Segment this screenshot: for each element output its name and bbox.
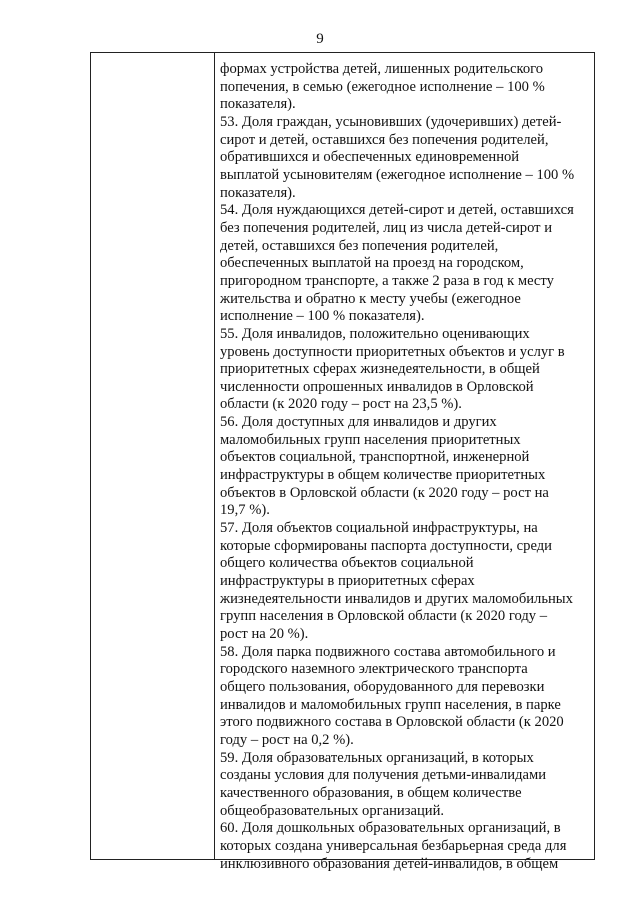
indicator-text-cell (220, 61, 590, 873)
text-line: 53. Доля граждан, усыновивших (удочеривших) детей- (220, 113, 562, 130)
text-line: объектов в Орловской области (к 2020 году – рост на (220, 484, 549, 501)
text-line: которых создана универсальная безбарьерная среда для (220, 837, 567, 854)
text-line: показателя). (220, 184, 296, 201)
text-line: формах устройства детей, лишенных родительского (220, 61, 544, 77)
text-line: 56. Доля доступных для инвалидов и других (220, 414, 497, 431)
text-line: качественного образования, в общем количестве (220, 784, 522, 801)
text-line: обеспеченных выплатой на проезд на городском, (220, 255, 524, 272)
text-line: объектов социальной, транспортной, инженерной (220, 449, 530, 466)
text-line: городского наземного электрического транспорта (220, 661, 528, 678)
text-line: сирот и детей, оставшихся без попечения родителей, (220, 131, 549, 148)
text-line: году – рост на 0,2 %). (220, 731, 354, 748)
text-line: маломобильных групп населения приоритетных (220, 431, 521, 448)
text-line: рост на 20 %). (220, 626, 309, 642)
text-line: без попечения родителей, лиц из числа детей-сирот и (220, 219, 553, 236)
text-line: приоритетных сферах жизнедеятельности, в общей (220, 361, 540, 378)
text-line: 54. Доля нуждающихся детей-сирот и детей, оставшихся (220, 202, 574, 219)
text-line: 55. Доля инвалидов, положительно оценивающих (220, 325, 530, 342)
text-line: инвалидов и маломобильных групп населения, в парке (220, 696, 561, 713)
text-line: общего количества объектов социальной (220, 555, 474, 572)
text-line: жительства и обратно к месту учебы (ежегодное (220, 290, 521, 307)
text-line: выплатой усыновителям (ежегодное исполнение – 100 % (220, 166, 575, 183)
text-line: обратившихся и обеспеченных единовременной (220, 149, 520, 166)
column-divider (214, 53, 215, 859)
text-line: исполнение – 100 % показателя). (220, 308, 425, 325)
text-line: численности опрошенных инвалидов в Орловской (220, 378, 534, 395)
text-line: 59. Доля образовательных организаций, в которых (220, 749, 534, 766)
text-line: общего пользования, оборудованного для перевозки (220, 678, 545, 695)
text-line: инфраструктуры в общем количестве приоритетных (220, 467, 546, 484)
text-line: 58. Доля парка подвижного состава автомобильного и (220, 643, 556, 660)
text-line: 19,7 %). (220, 502, 270, 519)
text-line: показателя). (220, 96, 296, 113)
text-line: этого подвижного состава в Орловской области (к 2020 (220, 714, 564, 731)
text-line: детей, оставшихся без попечения родителей, (220, 237, 499, 254)
text-line: которые сформированы паспорта доступности, среди (220, 537, 552, 554)
text-line: 60. Доля дошкольных образовательных организаций, в (220, 820, 561, 837)
text-line: инклюзивного образования детей-инвалидов, в общем (220, 855, 559, 872)
text-line: групп населения в Орловской области (к 2020 году – (220, 608, 547, 625)
indicator-table (90, 52, 595, 872)
text-line: пригородном транспорте, а также 2 раза в год к месту (220, 272, 554, 289)
text-line: инфраструктуры в приоритетных сферах (220, 573, 475, 590)
left-cell-empty (91, 53, 214, 859)
text-line: общеобразовательных организаций. (220, 802, 445, 819)
text-line: попечения, в семью (ежегодное исполнение – 100 % (220, 78, 545, 95)
text-line: 57. Доля объектов социальной инфраструктуры, на (220, 520, 538, 537)
text-line: уровень доступности приоритетных объектов и услуг в (220, 343, 565, 360)
text-line: созданы условия для получения детьми-инвалидами (220, 767, 547, 784)
text-line: области (к 2020 году – рост на 23,5 %). (220, 396, 462, 413)
text-line: жизнедеятельности инвалидов и других маломобильных (220, 590, 573, 607)
page-number: 9 (316, 31, 324, 47)
